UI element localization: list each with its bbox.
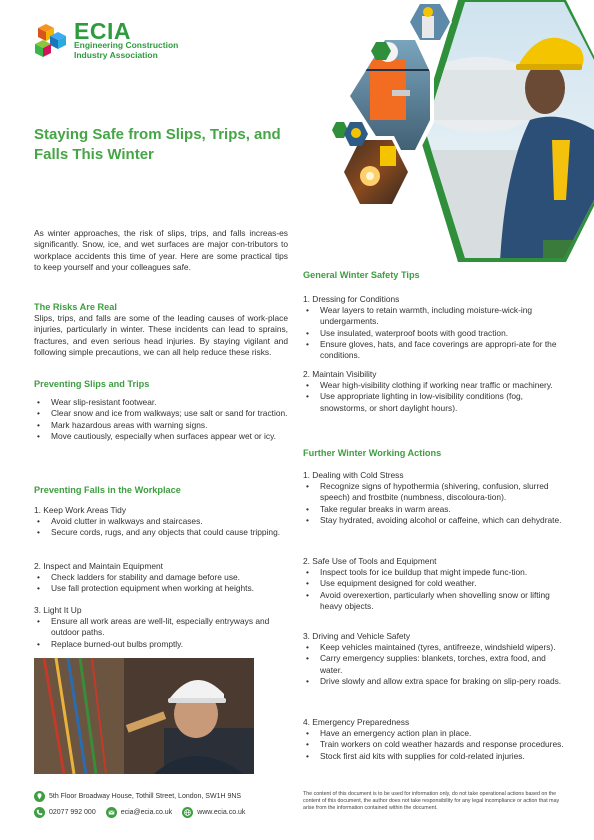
list-item: • Wear high-visibility clothing if working near traffic or machinery. [303, 380, 565, 391]
footer-website[interactable] [182, 807, 245, 818]
footer-email[interactable] [106, 807, 172, 818]
risks-heading: The Risks Are Real [34, 302, 117, 312]
footer-phone-text: 02077 992 000 [49, 809, 96, 816]
preventing-slips-heading: Preventing Slips and Trips [34, 379, 150, 389]
safety-group-title: 2. Maintain Visibility [303, 369, 377, 379]
actions-group-title: 1. Dealing with Cold Stress [303, 470, 404, 480]
logo-name: ECIA [74, 18, 131, 44]
list-item: • Avoid overexertion, particularly when shovelling snow or lifting heavy objects. [303, 590, 565, 613]
list-item: • Avoid clutter in walkways and staircases. [34, 516, 292, 527]
logo-subtitle [74, 40, 178, 60]
list-item: • Keep vehicles maintained (tyres, antifreeze, windshield wipers). [303, 642, 565, 653]
list-item: • Use equipment designed for cold weather. [303, 578, 565, 589]
list-item: • Train workers on cold weather hazards and response procedures. [303, 739, 565, 750]
list-item: • Stay hydrated, avoiding alcohol or caffeine, which can dehydrate. [303, 515, 565, 526]
list-item: • Carry emergency supplies: blankets, torches, extra food, and water. [303, 653, 565, 676]
logo-cubes-icon [34, 22, 70, 60]
electrician-photo [34, 658, 254, 774]
list-item: • Take regular breaks in warm areas. [303, 504, 565, 515]
list-item: • Wear layers to retain warmth, including moisture-wick-ing undergarments. [303, 305, 565, 328]
globe-icon [182, 807, 193, 818]
preventing-falls-heading: Preventing Falls in the Workplace [34, 485, 181, 495]
email-icon [106, 807, 117, 818]
ecia-logo [34, 18, 194, 64]
list-item: • Inspect tools for ice buildup that might impede func-tion. [303, 567, 565, 578]
general-safety-heading: General Winter Safety Tips [303, 270, 420, 280]
footer-disclaimer: The content of this document is to be used for information only, do not take operational actions based on the content of this document, the author does not take responsibility for any legal incompliance or action that may arise from the information contained within the document. [303, 791, 560, 811]
falls-group-title: 2. Inspect and Maintain Equipment [34, 561, 163, 571]
phone-icon [34, 807, 45, 818]
list-item: • Use fall protection equipment when working at heights. [34, 583, 292, 594]
falls-group-list [34, 516, 292, 539]
page-title: Staying Safe from Slips, Trips, and Falls This Winter [34, 126, 281, 163]
intro-paragraph: As winter approaches, the risk of slips, trips, and falls increas-es significantly. Snow, ice, and wet surfaces are major con-tributors to workplace accidents this time of year. Here are some practical tips to keep yourself and your colleagues safe. [34, 228, 288, 272]
falls-group-list [34, 572, 292, 595]
list-item: • Have an emergency action plan in place. [303, 728, 565, 739]
falls-group-title: 1. Keep Work Areas Tidy [34, 505, 127, 515]
actions-group-list [303, 481, 565, 526]
actions-group-list [303, 567, 565, 612]
footer-contacts [34, 807, 245, 818]
footer-address [34, 791, 241, 802]
further-actions-heading: Further Winter Working Actions [303, 448, 442, 458]
footer-phone[interactable] [34, 807, 96, 818]
footer-email-text: ecia@ecia.co.uk [120, 809, 173, 816]
list-item: • Ensure all work areas are well-lit, especially entryways and outdoor paths. [34, 616, 292, 639]
safety-group-list [303, 305, 565, 361]
list-item: • Secure cords, rugs, and any objects that could cause tripping. [34, 527, 292, 538]
footer-website-text: www.ecia.co.uk [197, 809, 246, 816]
list-item: • Use appropriate lighting in low-visibility conditions (fog, snowstorms, or short daylight hours). [303, 391, 565, 414]
falls-group-list [34, 616, 292, 650]
safety-group-list [303, 380, 565, 414]
location-pin-icon [34, 791, 45, 802]
actions-group-list [303, 642, 565, 687]
logo-subtitle-line2: Industry Association [74, 50, 158, 60]
risks-paragraph: Slips, trips, and falls are some of the leading causes of work-place injuries, particularly in winter. These incidents can lead to sprains, fractures, and even serious head injuries. By staying vigilant and following simple precautions, we can all help reduce these risks. [34, 313, 288, 357]
list-item: • Move cautiously, especially when surfaces appear wet or icy. [34, 431, 292, 442]
list-item: • Wear slip-resistant footwear. [34, 397, 292, 408]
logo-subtitle-line1: Engineering Construction [74, 40, 179, 50]
actions-group-title: 3. Driving and Vehicle Safety [303, 631, 411, 641]
footer-address-text: 5th Floor Broadway House, Tothill Street, London, SW1H 9NS [49, 793, 242, 800]
actions-group-title: 4. Emergency Preparedness [303, 717, 410, 727]
list-item: • Use insulated, waterproof boots with good traction. [303, 328, 565, 339]
actions-group-list [303, 728, 565, 762]
actions-group-title: 2. Safe Use of Tools and Equipment [303, 556, 437, 566]
list-item: • Check ladders for stability and damage before use. [34, 572, 292, 583]
hero-hexagon-collage [330, 0, 594, 262]
list-item: • Ensure gloves, hats, and face coverings are appropri-ate for the conditions. [303, 339, 565, 362]
list-item: • Mark hazardous areas with warning signs. [34, 420, 292, 431]
preventing-slips-list [34, 397, 292, 442]
list-item: • Replace burned-out bulbs promptly. [34, 639, 292, 650]
list-item: • Clear snow and ice from walkways; use salt or sand for traction. [34, 408, 292, 419]
safety-group-title: 1. Dressing for Conditions [303, 294, 400, 304]
falls-group-title: 3. Light It Up [34, 605, 82, 615]
list-item: • Drive slowly and allow extra space for braking on slip-pery roads. [303, 676, 565, 687]
list-item: • Stock first aid kits with supplies for cold-related injuries. [303, 751, 565, 762]
list-item: • Recognize signs of hypothermia (shivering, confusion, slurred speech) and frostbite (numbness, discoloura-tion). [303, 481, 565, 504]
